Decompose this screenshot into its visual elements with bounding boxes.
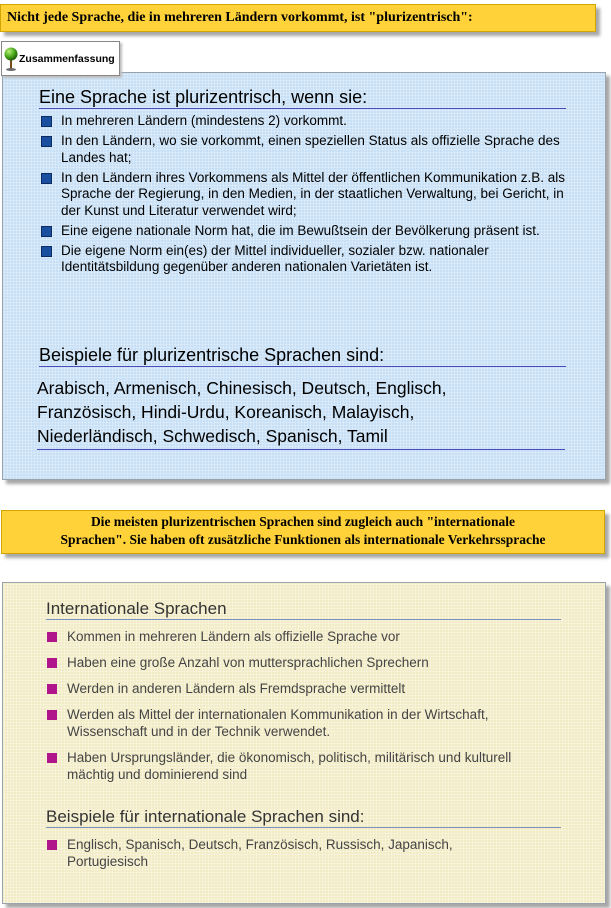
square-bullet-icon <box>41 116 52 127</box>
summary-tab[interactable] <box>1 41 120 76</box>
square-bullet-icon <box>47 684 57 694</box>
international-heading: Internationale Sprachen <box>46 598 561 620</box>
square-bullet-icon <box>41 136 52 147</box>
list-item <box>40 223 565 240</box>
criterion-text: In den Ländern ihres Vorkommens als Mittel der öffentlichen Kommunikation z.B. als Sprache der Regierung, in den Medien, in der staatlichen Verwaltung, bei Gericht, in der Kunst und Literatur verwendet wird; <box>61 169 566 218</box>
international-examples-heading: Beispiele für internationale Sprachen sind: <box>46 806 561 828</box>
list-item <box>46 706 561 740</box>
examples-text: Englisch, Spanisch, Deutsch, Französisch, Russisch, Japanisch, Portugiesisch <box>67 837 453 869</box>
tree-icon <box>4 45 18 73</box>
criterion-text: Die eigene Norm ein(es) der Mittel individueller, sozialer bzw. nationaler Identitätsbildung gegenüber anderen nationalen Varietäten ist. <box>61 242 489 274</box>
international-criteria-list <box>46 628 561 792</box>
criterion-text: Werden in anderen Ländern als Fremdsprache vermittelt <box>67 681 406 696</box>
middle-banner-line: Die meisten plurizentrischen Sprachen sind zugleich auch "internationale <box>90 514 516 529</box>
list-item <box>46 749 561 783</box>
examples-line: Französisch, Hindi-Urdu, Koreanisch, Malayisch, <box>37 402 415 422</box>
square-bullet-icon <box>41 226 52 237</box>
square-bullet-icon <box>41 173 52 184</box>
criterion-text: Haben Ursprungsländer, die ökonomisch, politisch, militärisch und kulturell mächtig und dominierend sind <box>67 750 512 782</box>
list-item <box>40 170 565 220</box>
plurizentrisch-criteria-list <box>40 113 565 279</box>
square-bullet-icon <box>41 246 52 257</box>
criterion-text: In mehreren Ländern (mindestens 2) vorkommt. <box>61 113 347 128</box>
square-bullet-icon <box>47 710 57 720</box>
summary-label: Zusammenfassung <box>19 53 115 65</box>
square-bullet-icon <box>47 753 57 763</box>
plurizentrisch-heading: Eine Sprache ist plurizentrisch, wenn sie: <box>39 86 566 109</box>
list-item <box>40 243 565 276</box>
square-bullet-icon <box>47 840 57 850</box>
square-bullet-icon <box>47 658 57 668</box>
international-examples-list <box>46 836 516 879</box>
criterion-text: Haben eine große Anzahl von muttersprachlichen Sprechern <box>67 655 429 670</box>
criterion-text: Kommen in mehreren Ländern als offizielle Sprache vor <box>67 629 400 644</box>
plurizentrisch-examples <box>37 376 565 450</box>
plurizentrisch-examples-heading: Beispiele für plurizentrische Sprachen sind: <box>39 344 566 367</box>
list-item <box>40 113 565 130</box>
criterion-text: Werden als Mittel der internationalen Kommunikation in der Wirtschaft, Wissenschaft und in der Technik verwendet. <box>67 707 489 739</box>
middle-banner-line: Sprachen". Sie haben oft zusätzliche Funktionen als internationale Verkehrssprache <box>60 532 546 547</box>
criterion-text: Eine eigene nationale Norm hat, die im Bewußtsein der Bevölkerung präsent ist. <box>61 222 540 238</box>
list-item <box>40 133 565 166</box>
square-bullet-icon <box>47 632 57 642</box>
list-item <box>46 628 561 645</box>
criterion-text: In den Ländern, wo sie vorkommt, einen speziellen Status als offizielle Sprache des Landes hat; <box>61 133 560 165</box>
list-item <box>46 680 561 697</box>
list-item <box>46 836 516 870</box>
middle-banner <box>1 510 605 554</box>
examples-line: Niederländisch, Schwedisch, Spanisch, Tamil <box>37 426 388 446</box>
examples-line: Arabisch, Armenisch, Chinesisch, Deutsch, Englisch, <box>37 378 447 398</box>
top-banner: Nicht jede Sprache, die in mehreren Ländern vorkommt, ist "plurizentrisch": <box>0 4 596 32</box>
list-item <box>46 654 561 671</box>
